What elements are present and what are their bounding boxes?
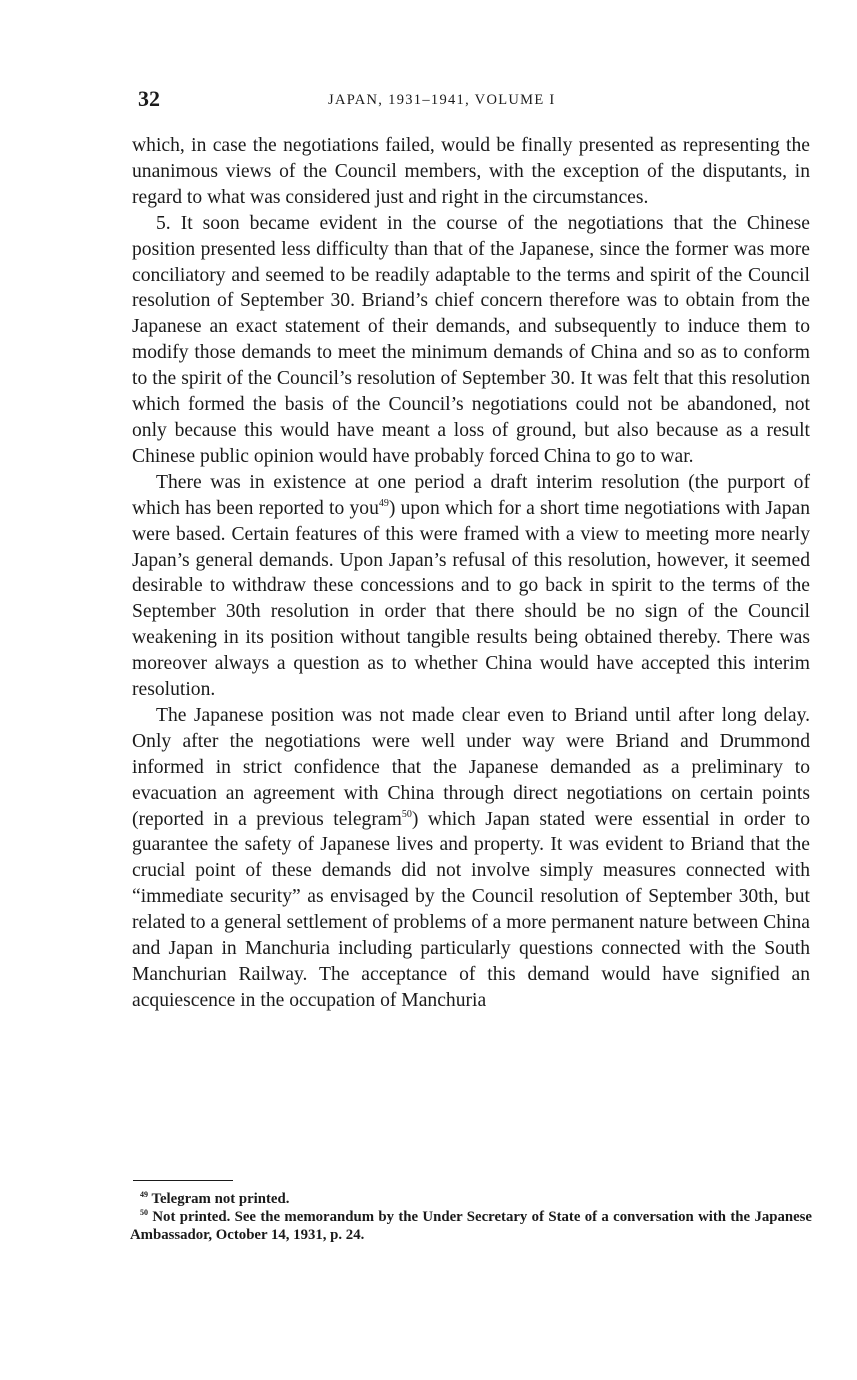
paragraph-continued: which, in case the negotiations failed, would be finally presented as representing the unanimous views of the Council members, with the exception of the disputants, in regard to what was considered just and right in the circumstances. — [132, 135, 810, 208]
footnote-text: Telegram not printed. — [151, 1191, 290, 1207]
page-header — [138, 86, 810, 116]
paragraph-text: ) which Japan stated were essential in order to guarantee the safety of Japanese lives and property. It was evident to Briand that the crucial point of these demands did not involve simply measures connected with “immediate security” as envisaged by the Council resolution of September 30th, but related to a general settlement of problems of a more permanent nature between China and Japan in Manchuria including particularly questions connected with the South Manchurian Railway. The acceptance of this demand would have signified an acquiescence in the occupation of Manchuria — [132, 808, 810, 1011]
paragraph-section-5: 5. It soon became evident in the course of the negotiations that the Chinese position presented less difficulty than that of the Japanese, since the former was more conciliatory and seemed to be readily adaptable to the terms and spirit of the Council resolution of September 30. Briand’s chief concern therefore was to obtain from the Japanese an exact statement of their demands, and subsequently to induce them to modify those demands to meet the minimum demands of China and so as to conform to the spirit of the Council’s resolution of September 30. It was felt that this resolution which formed the basis of the Council’s negotiations could not be abandoned, not only because this would have meant a loss of ground, but also because as a result Chinese public opinion would have probably forced China to go to war. — [132, 212, 810, 467]
paragraph-text: There was in existence at one period a draft interim resolution (the purport of which has been reported to you — [132, 471, 810, 519]
footnote-reference-50: 50 — [401, 808, 412, 820]
paragraph-text: The Japanese position was not made clear even to Briand until after long delay. Only after the negotiations were well under way were Briand and Drummond informed in strict confidence that the Japanese demanded as a preliminary to evacuation an agreement with China through direct negotiations on certain points (reported in a previous telegram — [132, 704, 810, 830]
footnote-marker: 50 — [140, 1208, 148, 1217]
footnote-divider — [133, 1180, 233, 1181]
footnote-reference-49: 49 — [378, 497, 389, 509]
body-text — [132, 133, 810, 1014]
footnote-text: Not printed. See the memorandum by the Under Secretary of State of a conversation with the Japanese Ambassador, October 14, 1931, p. 24. — [130, 1209, 812, 1243]
paragraph-japanese-position — [132, 703, 810, 1014]
paragraph-text: ) upon which for a short time negotiations with Japan were based. Certain features of this were framed with a view to meeting more nearly Japan’s general demands. Upon Japan’s refusal of this resolution, however, it seemed desirable to withdraw these concessions and to go back in spirit to the terms of the September 30th resolution in order that there should be no sign of the Council weakening in its position without tangible results being obtained thereby. There was moreover always a question as to whether China would have accepted this interim resolution. — [132, 497, 810, 701]
running-title: JAPAN, 1931–1941, VOLUME I — [328, 92, 556, 108]
footnote-49 — [130, 1190, 812, 1208]
footnote-50 — [130, 1208, 812, 1244]
footnotes — [130, 1190, 812, 1244]
page-number: 32 — [138, 86, 160, 111]
footnote-marker: 49 — [140, 1190, 148, 1199]
paragraph-interim-resolution — [132, 470, 810, 703]
